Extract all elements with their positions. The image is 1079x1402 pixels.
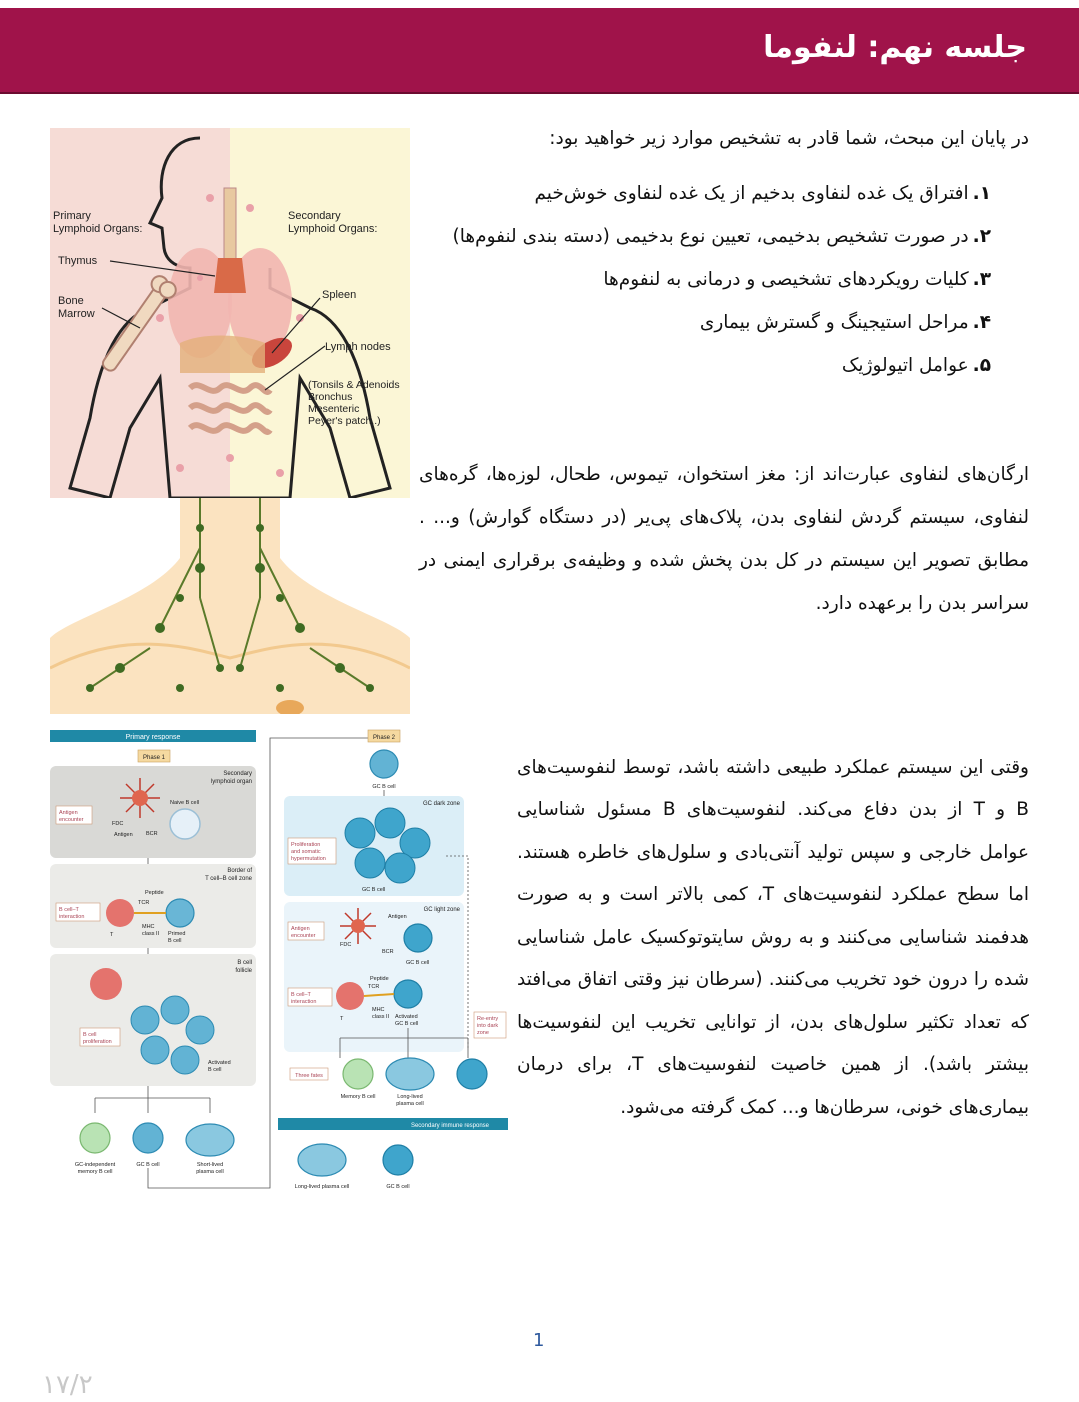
svg-text:Border of: Border of [227, 868, 252, 874]
svg-text:T cell–B cell zone: T cell–B cell zone [205, 876, 252, 882]
svg-text:plasma cell: plasma cell [396, 1101, 424, 1107]
page-title: جلسه نهم: لنفوما [763, 30, 1027, 65]
svg-text:B cell: B cell [168, 938, 182, 944]
svg-text:GC light zone: GC light zone [423, 907, 460, 913]
spleen-label: Spleen [322, 289, 357, 301]
svg-text:Antigen: Antigen [114, 832, 133, 838]
svg-text:GC B cell: GC B cell [372, 784, 396, 790]
svg-text:Peptide: Peptide [145, 890, 164, 896]
svg-text:GC-independent: GC-independent [74, 1162, 116, 1168]
svg-text:Peptide: Peptide [370, 976, 389, 982]
intro-text: در پایان این مبحث، شما قادر به تشخیص موارد زیر خواهید بود: [549, 128, 1029, 149]
svg-text:GC dark zone: GC dark zone [422, 801, 460, 807]
svg-text:Three fates: Three fates [295, 1073, 323, 1079]
phase1-label: Phase 1 [142, 755, 166, 761]
svg-text:class II: class II [142, 931, 160, 937]
svg-text:Activated: Activated [208, 1060, 231, 1066]
svg-text:B cell: B cell [237, 960, 252, 966]
svg-text:Naive B cell: Naive B cell [170, 800, 200, 806]
svg-text:and somatic: and somatic [291, 849, 321, 855]
lymph-nodes-label: Lymph nodes [325, 341, 391, 353]
svg-text:interaction: interaction [291, 999, 317, 1005]
thymus-label: Thymus [58, 255, 98, 267]
svg-text:plasma cell: plasma cell [196, 1169, 224, 1175]
svg-text:memory B cell: memory B cell [77, 1169, 113, 1175]
svg-text:into dark: into dark [477, 1023, 499, 1029]
svg-text:B cell: B cell [208, 1067, 222, 1073]
secondary-organs-label: Secondary [288, 210, 341, 222]
secondary-immune-response-label: Secondary immune response [410, 1123, 490, 1129]
svg-text:Marrow: Marrow [58, 308, 95, 320]
phase2-label: Phase 2 [372, 735, 396, 741]
page-counter: ۱۷/۲ [42, 1370, 93, 1400]
svg-text:T: T [340, 1016, 344, 1022]
svg-text:Long-lived: Long-lived [397, 1094, 423, 1100]
svg-text:GC B cell: GC B cell [136, 1162, 160, 1168]
svg-text:GC B cell: GC B cell [395, 1021, 419, 1027]
svg-text:Re-entry: Re-entry [477, 1016, 499, 1022]
bone-label: Bone [58, 295, 84, 307]
svg-text:B cell–T: B cell–T [291, 992, 311, 998]
svg-text:GC B cell: GC B cell [406, 960, 430, 966]
objective-item: ۱.افتراق یک غده لنفاوی بدخیم از یک غده لنفاوی خوش‌خیم [534, 183, 991, 204]
svg-text:encounter: encounter [291, 933, 316, 939]
svg-text:B cell: B cell [83, 1032, 97, 1038]
svg-text:BCR: BCR [382, 949, 394, 955]
svg-text:TCR: TCR [138, 900, 150, 906]
objective-item: ۵.عوامل اتیولوژیک [841, 355, 991, 376]
svg-text:class II: class II [372, 1014, 390, 1020]
svg-text:Short-lived: Short-lived [196, 1162, 224, 1168]
b-cell-response-diagram [50, 728, 510, 1192]
svg-text:FDC: FDC [112, 821, 124, 827]
page-number: 1 [533, 1330, 545, 1351]
svg-text:Primed: Primed [168, 931, 186, 937]
svg-text:TCR: TCR [368, 984, 380, 990]
svg-text:MHC: MHC [372, 1007, 385, 1013]
svg-text:Long-lived plasma cell: Long-lived plasma cell [294, 1184, 350, 1190]
svg-text:hypermutation: hypermutation [291, 856, 326, 862]
svg-text:T: T [110, 932, 114, 938]
svg-text:Peyer's patch..): Peyer's patch..) [308, 415, 381, 427]
svg-text:follicle: follicle [235, 968, 252, 974]
svg-text:Secondary: Secondary [223, 771, 252, 777]
objective-item: ۲.در صورت تشخیص بدخیمی، تعیین نوع بدخیمی (دسته بندی لنفوم‌ها) [452, 226, 991, 247]
svg-text:interaction: interaction [59, 914, 85, 920]
svg-text:zone: zone [477, 1030, 489, 1036]
objective-item: ۳.کلیات رویکردهای تشخیصی و درمانی به لنفوم‌ها [603, 269, 991, 290]
svg-text:lymphoid organ: lymphoid organ [210, 779, 252, 785]
objectives-list [431, 177, 991, 392]
svg-text:Activated: Activated [395, 1014, 418, 1020]
svg-text:GC B cell: GC B cell [362, 887, 386, 893]
header-bar [0, 8, 1079, 94]
lymphoid-organs-illustration [50, 128, 410, 714]
svg-text:Antigen: Antigen [388, 914, 407, 920]
svg-text:GC B cell: GC B cell [386, 1184, 410, 1190]
svg-text:proliferation: proliferation [83, 1039, 112, 1045]
svg-text:(Tonsils & Adenoids: (Tonsils & Adenoids [308, 379, 400, 391]
lymphocyte-function-paragraph: وقتی این سیستم عملکرد طبیعی داشته باشد، توسط لنفوسیت‌های B و T از بدن دفاع می‌کند. لنفوسیت‌های B مسئول شناسایی عوامل خارجی و سپس تولید آنتی‌بادی و سلول‌های خاطره هستند. اما سطح عملکرد لنفوسیت‌های T، کمی بالاتر است و به صورت هدفمند شناسایی می‌کنند و به روش سایتوتوکسیک عامل شناسایی شده را درون خود تخریب می‌کنند. (سرطان نیز وقتی اتفاق می‌افتد که تعداد تکثیر سلول‌های بدن، از توانایی تخریب این لنفوسیت‌ها بیشتر باشد). از همین خاصیت لنفوسیت‌های T، برای درمان بیماری‌های خونی، سرطان‌ها و... کمک گرفته می‌شود. [517, 756, 1029, 1118]
svg-text:Memory B cell: Memory B cell [340, 1094, 376, 1100]
svg-text:Antigen: Antigen [59, 810, 78, 816]
svg-text:encounter: encounter [59, 817, 84, 823]
objective-item: ۴.مراحل استیجینگ و گسترش بیماری [699, 312, 991, 333]
lymphoid-organs-paragraph: ارگان‌های لنفاوی عبارت‌اند از: مغز استخوان، تیموس، طحال، لوزه‌ها، گره‌های لنفاوی، سیستم گردش لنفاوی بدن، پلاک‌های پی‌یر (در دستگاه گوارش) و... . مطابق تصویر این سیستم در کل بدن پخش شده و وظیفه‌ی برقراری ایمنی در سراسر بدن را برعهده دارد. [419, 463, 1029, 614]
svg-text:B cell–T: B cell–T [59, 907, 79, 913]
svg-text:Lymphoid Organs:: Lymphoid Organs: [53, 223, 143, 235]
svg-text:Bronchus: Bronchus [308, 391, 353, 403]
svg-text:MHC: MHC [142, 924, 155, 930]
svg-text:BCR: BCR [146, 831, 158, 837]
svg-text:Antigen: Antigen [291, 926, 310, 932]
svg-text:FDC: FDC [340, 942, 352, 948]
primary-response-label: Primary response [125, 734, 181, 741]
svg-text:Lymphoid Organs:: Lymphoid Organs: [288, 223, 378, 235]
primary-organs-label: Primary [53, 210, 91, 222]
svg-text:Mesenteric: Mesenteric [308, 403, 360, 415]
svg-text:Proliferation: Proliferation [291, 842, 321, 848]
